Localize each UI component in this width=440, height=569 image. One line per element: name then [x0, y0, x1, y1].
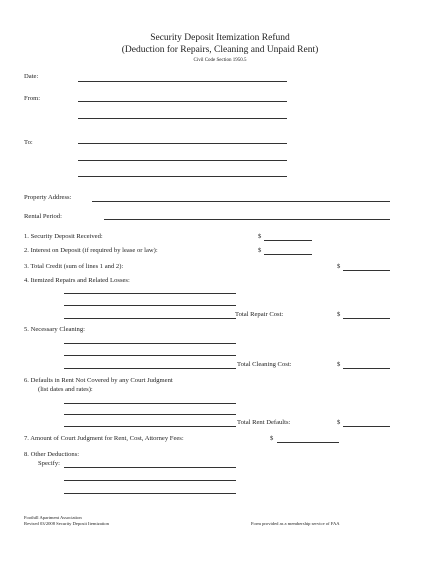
item-7-dollar: $ — [270, 435, 274, 442]
item-1-label: 1. Security Deposit Received: — [24, 233, 103, 240]
item-4-line-2[interactable] — [64, 305, 236, 306]
item-2-dollar: $ — [258, 247, 262, 254]
cleaning-total-label: Total Cleaning Cost: — [237, 361, 292, 368]
item-8-line-1[interactable] — [64, 467, 236, 468]
item-7-amount[interactable] — [277, 442, 339, 443]
cleaning-total-amount[interactable] — [343, 368, 390, 369]
footer-revised: Revised 03/2008 Security Deposit Itemization — [24, 521, 109, 526]
from-line-2[interactable] — [78, 118, 287, 119]
item-6-sublabel: (list dates and rates): — [38, 386, 93, 393]
item-8-line-3[interactable] — [64, 493, 236, 494]
item-2-amount[interactable] — [264, 254, 312, 255]
rent-total-label: Total Rent Defaults: — [237, 419, 291, 426]
property-address-label: Property Address: — [24, 194, 72, 201]
to-line-3[interactable] — [78, 176, 287, 177]
item-4-line-3[interactable] — [64, 318, 236, 319]
footer-org: Foothill Apartment Association — [24, 515, 82, 520]
specify-label: Specify: — [38, 460, 60, 467]
item-8-line-2[interactable] — [64, 480, 236, 481]
form-subtitle: (Deduction for Repairs, Cleaning and Unpaid Rent) — [121, 45, 319, 55]
item-5-line-2[interactable] — [64, 355, 236, 356]
repair-total-dollar: $ — [337, 311, 341, 318]
rental-period-line[interactable] — [104, 219, 390, 220]
footer-service: Form provided as a membership service of FAA — [251, 521, 340, 526]
item-2-label: 2. Interest on Deposit (if required by lease or law): — [24, 247, 158, 254]
item-3-dollar: $ — [337, 263, 341, 270]
item-4-label: 4. Itemized Repairs and Related Losses: — [24, 277, 130, 284]
cleaning-total-dollar: $ — [337, 361, 341, 368]
item-6-line-1[interactable] — [64, 403, 236, 404]
item-1-dollar: $ — [258, 233, 262, 240]
item-7-label: 7. Amount of Court Judgment for Rent, Cost, Attorney Fees: — [24, 435, 184, 442]
item-6-line-2[interactable] — [64, 414, 236, 415]
repair-total-label: Total Repair Cost: — [235, 311, 284, 318]
item-5-line-1[interactable] — [64, 343, 236, 344]
rent-total-dollar: $ — [337, 419, 341, 426]
civil-code: Civil Code Section 1950.5 — [193, 58, 247, 63]
date-line[interactable] — [78, 81, 287, 82]
item-3-amount[interactable] — [343, 270, 390, 271]
item-5-line-3[interactable] — [64, 368, 236, 369]
item-5-label: 5. Necessary Cleaning: — [24, 326, 85, 333]
item-3-label: 3. Total Credit (sum of lines 1 and 2): — [24, 263, 124, 270]
property-address-line[interactable] — [92, 201, 390, 202]
to-label: To: — [24, 139, 33, 146]
repair-total-amount[interactable] — [343, 318, 390, 319]
from-label: From: — [24, 95, 41, 102]
item-6-line-3[interactable] — [64, 426, 236, 427]
rental-period-label: Rental Period: — [24, 213, 62, 220]
item-8-label: 8. Other Deductions: — [24, 451, 80, 458]
item-4-line-1[interactable] — [64, 293, 236, 294]
form-title: Security Deposit Itemization Refund — [150, 33, 290, 43]
item-1-amount[interactable] — [264, 240, 312, 241]
to-line-2[interactable] — [78, 160, 287, 161]
rent-total-amount[interactable] — [343, 426, 390, 427]
from-line-1[interactable] — [78, 101, 287, 102]
item-6-label: 6. Defaults in Rent Not Covered by any Court Judgment — [24, 377, 173, 384]
date-label: Date: — [24, 73, 39, 80]
to-line-1[interactable] — [78, 143, 287, 144]
